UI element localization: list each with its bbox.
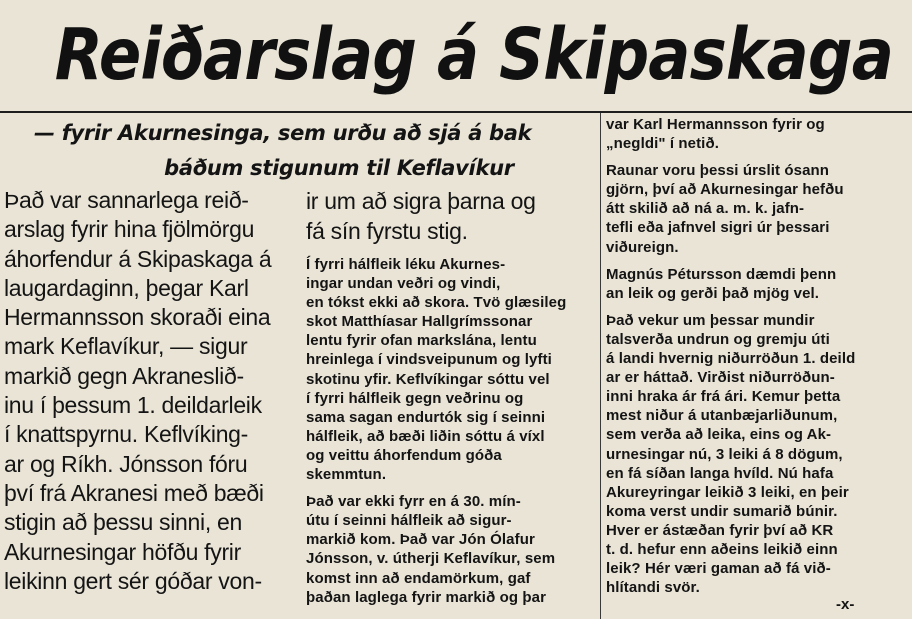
text-line: urnesingar nú, 3 leiki á 8 dögum,	[606, 445, 843, 463]
text-line: mest niður á utanbæjarliðunum,	[606, 407, 838, 425]
text-line: ir um að sigra þarna og	[306, 188, 536, 214]
text-line: viðureign.	[606, 238, 679, 256]
text-line: koma verst undir sumarið búnir.	[606, 502, 838, 520]
text-line: þaðan laglega fyrir markið og þar	[306, 588, 547, 606]
text-line: gjörn, því að Akurnesingar hefðu	[606, 181, 844, 199]
text-line: ar er háttað. Virðist niðurröðun-	[606, 369, 835, 387]
text-line: t. d. hefur enn aðeins leikið einn	[606, 540, 838, 558]
author-signature: -x-	[836, 596, 855, 613]
text-line: en fá síðan langa hvíld. Nú hafa	[606, 464, 834, 482]
article-column-2	[306, 255, 598, 607]
text-line: skemmtun.	[306, 466, 387, 484]
text-line: tefli eða jafnvel sigri úr þessari	[606, 219, 830, 237]
text-line: skot Matthíasar Hallgrímssonar	[306, 313, 533, 331]
text-line: Akurnesingar höfðu fyrir	[4, 538, 241, 565]
article-headline: Reiðarslag á Skipaskaga	[54, 13, 893, 96]
text-line: an leik og gerði það mjög vel.	[606, 284, 820, 302]
text-line: markið kom. Það var Jón Ólafur	[306, 531, 535, 549]
text-line: Í fyrri hálfleik léku Akurnes-	[306, 256, 506, 273]
text-line: útu í seinni hálfleik að sigur-	[306, 512, 512, 530]
text-line: markið gegn Akraneslið-	[4, 362, 244, 389]
article-column-3	[606, 115, 910, 597]
text-line: laugardaginn, þegar Karl	[4, 274, 249, 301]
text-line: hreinlega í vindsveipunum og lyfti	[306, 351, 552, 369]
article-column-1	[4, 186, 300, 596]
text-line: en tókst ekki að skora. Tvö glæsileg	[306, 294, 567, 312]
text-line: áhorfendur á Skipaskaga á	[4, 245, 272, 272]
text-line: hlítandi svör.	[606, 579, 700, 597]
text-line: komst inn að endamörkum, gaf	[306, 569, 531, 587]
text-line: arslag fyrir hina fjölmörgu	[4, 216, 255, 243]
text-line: ar og Ríkh. Jónsson fóru	[4, 450, 248, 477]
text-line: fá sín fyrstu stig.	[306, 218, 468, 244]
text-line: Það var ekki fyrr en á 30. mín-	[306, 493, 521, 511]
article-column-2-lead	[306, 186, 598, 246]
text-line: í fyrri hálfleik gegn veðrinu og	[306, 389, 524, 407]
text-line: talsverða undrun og gremju úti	[606, 330, 830, 348]
text-line: ingar undan veðri og vindi,	[306, 275, 501, 293]
text-line: og veittu áhorfendum góða	[306, 446, 502, 464]
subheadline-line: — fyrir Akurnesinga, sem urðu að sjá á bak	[34, 121, 532, 145]
paragraph-gap	[606, 303, 910, 311]
text-line: stigin að þessu sinni, en	[4, 509, 242, 536]
text-line: Magnús Pétursson dæmdi þenn	[606, 265, 837, 283]
text-line: lentu fyrir ofan markslána, lentu	[306, 332, 537, 350]
text-line: Jónsson, v. útherji Keflavíkur, sem	[306, 550, 556, 568]
article-subheadline	[0, 116, 598, 186]
text-line: sama sagan endurtók sig í seinni	[306, 408, 546, 426]
text-line: Akureyringar leikið 3 leiki, en þeir	[606, 483, 849, 501]
text-line: Raunar voru þessi úrslit ósann	[606, 162, 830, 180]
text-line: leikinn gert sér góðar von-	[4, 567, 262, 594]
text-line: því frá Akranesi með bæði	[4, 479, 264, 506]
text-line: inni hraka ár frá ári. Kemur þetta	[606, 388, 841, 406]
text-line: átt skilið að ná a. m. k. jafn-	[606, 200, 805, 218]
text-line: Það var sannarlega reið-	[4, 187, 249, 213]
text-line: skotinu yfir. Keflvíkingar sóttu vel	[306, 370, 550, 388]
text-line: mark Keflavíkur, — sigur	[4, 333, 248, 360]
text-line: Það vekur um þessar mundir	[606, 311, 815, 329]
text-line: inu í þessum 1. deildarleik	[4, 392, 262, 419]
text-line: Hver er ástæðan fyrir því að KR	[606, 521, 834, 539]
text-line: var Karl Hermannsson fyrir og	[606, 116, 825, 133]
headline-rule	[0, 111, 912, 113]
text-line: sem verða að leika, eins og Ak-	[606, 426, 832, 444]
paragraph-gap	[306, 484, 598, 492]
text-line: Hermannsson skoraði eina	[4, 304, 271, 331]
subheadline-line: báðum stigunum til Keflavíkur	[164, 156, 514, 180]
column-divider	[600, 113, 601, 619]
text-line: í knattspyrnu. Keflvíking-	[4, 421, 249, 448]
paragraph-gap	[606, 257, 910, 265]
text-line: hálfleik, að bæði liðin sóttu á víxl	[306, 427, 545, 445]
text-line: á landi hvernig niðurröðun 1. deild	[606, 350, 856, 368]
text-line: leik? Hér væri gaman að fá við-	[606, 560, 831, 578]
paragraph-gap	[606, 153, 910, 161]
text-line: „negldi" í netið.	[606, 135, 719, 153]
